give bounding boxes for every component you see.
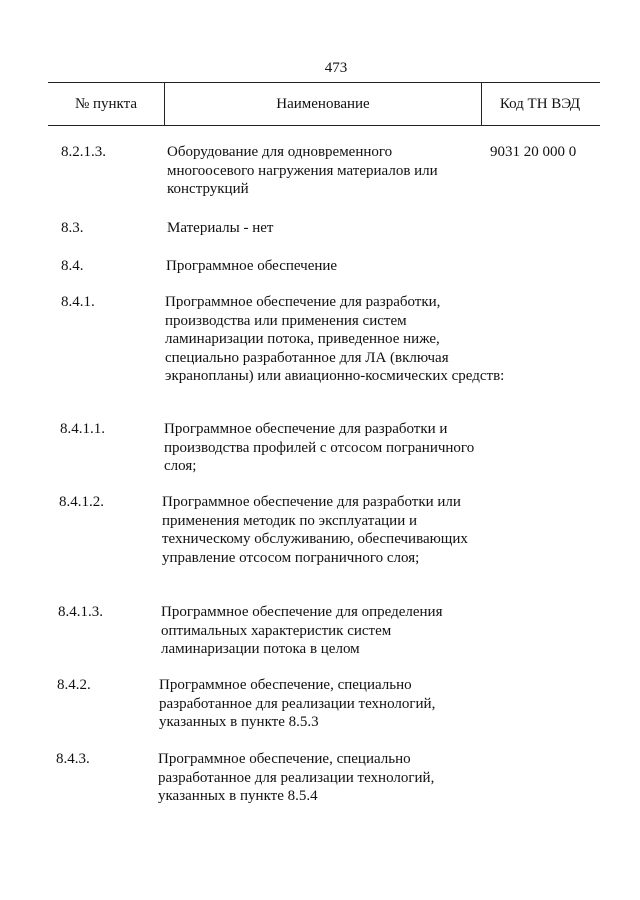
row-number: 8.4.1.3.: [58, 604, 103, 620]
row-name: Программное обеспечение: [166, 258, 338, 274]
header-col-number: № пункта: [74, 96, 138, 112]
row-number: 8.4.: [61, 258, 84, 274]
row-name: Оборудование для одновременного многоосевого нагружения материалов или конструкций: [167, 144, 438, 197]
row-name: Программное обеспечение, специально разработанное для реализации технологий, указанных в пункте 8.5.3: [159, 677, 436, 730]
row-number: 8.4.1.1.: [60, 421, 105, 437]
row-code: 9031 20 000 0: [490, 144, 577, 160]
row-number: 8.4.1.2.: [59, 494, 104, 510]
header-col-name: Наименование: [164, 83, 482, 125]
row-name: Программное обеспечение для определения оптимальных характеристик систем ламинаризации потока в целом: [161, 604, 443, 657]
row-name: Программное обеспечение для разработки, производства или применения систем ламинаризации потока, приведенное ниже, специально разработанное для ЛА (включая экранопланы) или авиационно-космических средств:: [165, 294, 505, 384]
page-number: 473: [324, 60, 348, 76]
row-number: 8.3.: [61, 220, 84, 236]
table-header: [48, 82, 600, 126]
row-name: Программное обеспечение, специально разработанное для реализации технологий, указанных в пункте 8.5.4: [158, 751, 435, 804]
row-number: 8.4.1.: [61, 294, 95, 310]
row-name: Материалы - нет: [167, 220, 274, 236]
row-name: Программное обеспечение для разработки и производства профилей с отсосом пограничного слоя;: [164, 421, 475, 474]
row-number: 8.4.3.: [56, 751, 90, 767]
row-name: Программное обеспечение для разработки или применения методик по эксплуатации и техническому обслуживанию, обеспечивающих управление отсосом пограничного слоя;: [162, 494, 468, 566]
row-number: 8.2.1.3.: [61, 144, 106, 160]
header-col-code: Код ТН ВЭД: [499, 96, 581, 112]
row-number: 8.4.2.: [57, 677, 91, 693]
